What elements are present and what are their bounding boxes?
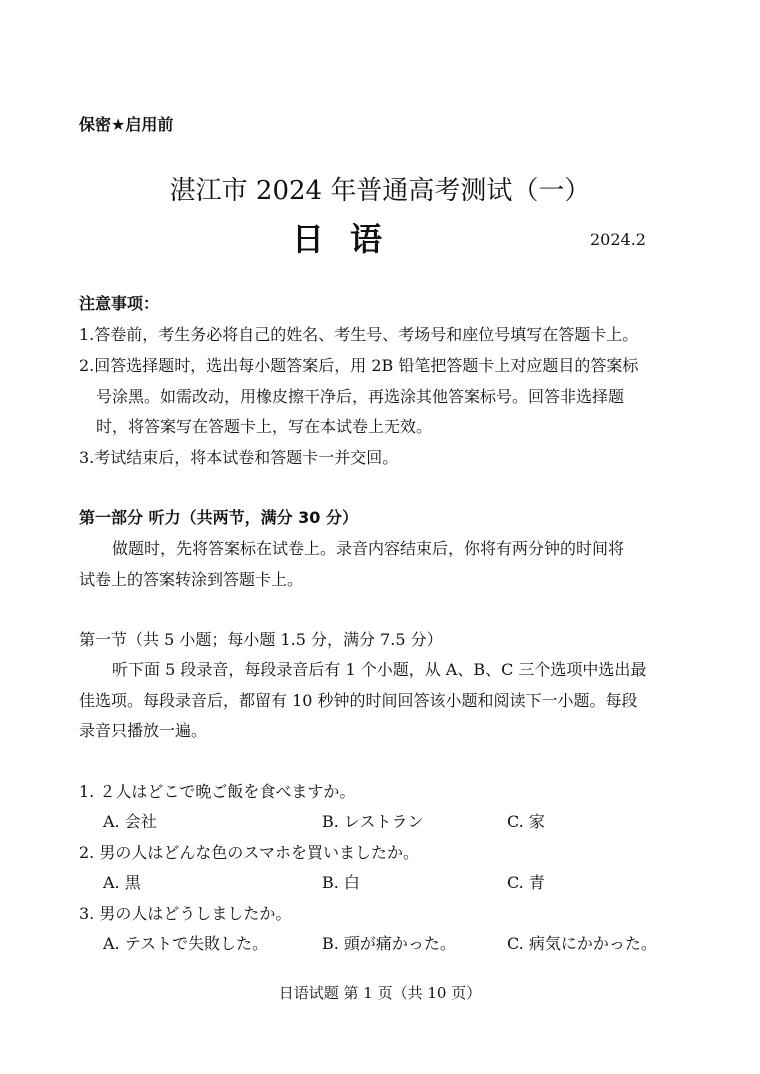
section1-heading: 第一节（共 5 小题；每小题 1.5 分，满分 7.5 分）: [79, 630, 443, 649]
question-3-stem: 3. 男の人はどうしましたか。: [79, 904, 292, 923]
confidential-label: 保密★启用前: [79, 115, 174, 134]
part1-heading: 第一部分 听力（共两节，满分 30 分）: [79, 508, 358, 527]
notice-line-1: 1.答卷前，考生务必将自己的姓名、考生号、考场号和座位号填写在答题卡上。: [79, 325, 639, 344]
section1-intro-line-1: 听下面 5 段录音，每段录音后有 1 个小题，从 A、B、C 三个选项中选出最: [112, 660, 647, 679]
question-2-stem: 2. 男の人はどんな色のスマホを買いましたか。: [79, 843, 420, 862]
question-1-option-a: A. 会社: [103, 812, 157, 831]
section1-intro-line-3: 录音只播放一遍。: [79, 721, 208, 740]
question-3-option-c: C. 病気にかかった。: [507, 934, 657, 953]
notice-line-2: 2.回答选择题时，选出每小题答案后，用 2B 铅笔把答题卡上对应题目的答案标: [79, 356, 639, 375]
question-3-option-b: B. 頭が痛かった。: [322, 934, 456, 953]
notice-heading: 注意事项：: [79, 294, 160, 313]
question-1-option-c: C. 家: [507, 812, 545, 831]
question-2-option-b: B. 白: [322, 873, 360, 892]
exam-title: 湛江市 2024 年普通高考测试（一）: [169, 176, 591, 206]
part1-intro-line-1: 做题时，先将答案标在试卷上。录音内容结束后，你将有两分钟的时间将: [112, 539, 625, 558]
question-2-option-c: C. 青: [507, 873, 545, 892]
section1-intro-line-2: 佳选项。每段录音后，都留有 10 秒钟的时间回答该小题和阅读下一小题。每段: [79, 691, 638, 710]
exam-date: 2024.2: [590, 230, 646, 249]
question-1-stem: 1. ２人はどこで晩ご飯を食べますか。: [79, 782, 356, 801]
part1-intro-line-2: 试卷上的答案转涂到答题卡上。: [79, 570, 304, 589]
question-2-option-a: A. 黒: [103, 873, 141, 892]
page-footer: 日语试题 第 1 页（共 10 页）: [278, 984, 482, 1002]
question-1-option-b: B. レストラン: [322, 812, 424, 831]
question-3-option-a: A. テストで失敗した。: [103, 934, 269, 953]
notice-line-3: 号涂黑。如需改动，用橡皮擦干净后，再选涂其他答案标号。回答非选择题: [96, 387, 625, 406]
subject-title: 日语: [291, 220, 408, 258]
notice-line-5: 3.考试结束后，将本试卷和答题卡一并交回。: [79, 448, 399, 467]
notice-line-4: 时，将答案写在答题卡上，写在本试卷上无效。: [96, 417, 433, 436]
